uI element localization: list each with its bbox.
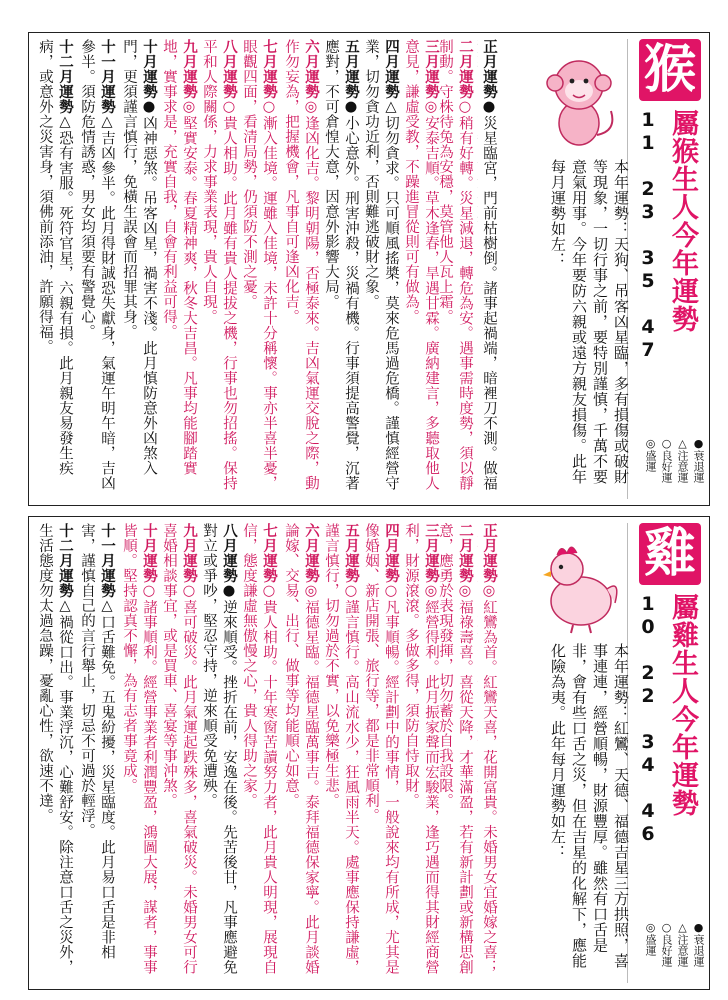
month-label: 五月運勢○: [343, 523, 359, 600]
month-label: 九月運勢○: [181, 523, 197, 600]
yearly-summary-rooster: 本年運勢：紅鸞、天德、福德吉星三方拱照，喜事連連，經營順暢，財源豐厚。雖然有口舌是非，會有些口舌之災，但在吉星的化解下，應能化險為夷。此年每月運勢如左：: [549, 643, 630, 969]
monkey-mascot-icon: [537, 47, 621, 151]
month-label: 十二月運勢△: [57, 39, 73, 131]
month-6-monkey: [279, 39, 321, 499]
month-11-monkey: [75, 39, 117, 499]
month-text: 恐有害服。死符官星，六親有損。此月親友易發生疾病，或意外之災害身，須佛前添油，許願得福。: [37, 39, 73, 476]
legend-item-caution: △注意運: [676, 921, 689, 967]
month-text: 稍有好轉。災星減退，轉危為安。遇事需時度勢，須以靜制動。守株待兔為安穩，莫管他人瓦上霜。: [437, 39, 473, 491]
month-text: 貴人相助。此月雖有貴人提拔之機，行事也勿招搖。保持平和人際關係，力求事業表現，貴人自現。: [201, 39, 237, 491]
month-text: 漸入佳境。運雖入佳境，未許十分稱懷。事亦半喜半憂，眼觀四面，看清局勢，仍須防不測之憂。: [241, 39, 277, 491]
month-text: 禍從口出。事業浮沉，心難舒安。除注意口舌之災外，生活態度勿太過急躁，憂亂心性，欲速不達。: [37, 523, 73, 975]
month-10-monkey: [117, 39, 159, 499]
month-label: 七月運勢○: [261, 39, 277, 116]
month-8-rooster: [197, 523, 239, 983]
month-label: 三月運勢◎: [423, 523, 439, 600]
month-3-monkey: [399, 39, 441, 499]
month-label: 六月運勢◎: [303, 39, 319, 116]
month-label: 十一月運勢△: [99, 39, 115, 131]
month-text: 喜可破災。此月氣運起跌殊多，喜氣破災。未婚男女可行喜婚相談事宜，或是買車、喜宴等事沖煞。: [161, 523, 197, 975]
month-text: 福德星臨。福德星臨萬事吉。泰拜福德保家寧。此月談婚論嫁、交易、出行、做事等均能順心如意。: [283, 523, 319, 975]
month-text: 堅實安泰。春夏精神爽，秋冬大吉昌。凡事均能腳踏實地，實事求是，充實自我，自會有利益可得。: [161, 39, 197, 476]
month-text: 凶神惡煞。吊客凶星，禍害不淺。此月慎防意外凶煞入門，更須謹言慎行，免橫生誤會而招罪其身。: [121, 39, 157, 476]
month-text: 口舌難免。五鬼紛擾，災星臨度。此月易口舌是非相害，謹慎自己的言行舉止，切忌不可過於輕浮。: [79, 523, 115, 960]
month-text: 經營得利。此月振家聲而宏駿業，逢巧遇而得其財經商營利，財源滾滾。多做多得，須防自恃取財。: [403, 523, 439, 975]
month-text: 凡事順暢。經計劃中的事情，一般說來均有所成，尤其是像婚姻、新店開張、旅行等，都是非常順利。: [363, 523, 399, 975]
month-label: 二月運勢◎: [457, 523, 473, 600]
month-7-monkey: [237, 39, 279, 499]
month-3-rooster: [399, 523, 441, 983]
rooster-panel: [28, 516, 710, 990]
month-label: 正月運勢◎: [481, 523, 497, 600]
month-text: 諸事順利。經營事業者利潤豐盈，鴻圖大展，謀者，事事皆順。堅持認真不懈，為有志者事竟成。: [121, 523, 157, 975]
legend-item-decline: ●衰退運: [692, 921, 705, 967]
legend-item-prosper: ◎盛運: [644, 437, 657, 472]
month-1-rooster: [477, 523, 499, 983]
month-label: 七月運勢○: [261, 523, 277, 600]
month-label: 三月運勢◎: [423, 39, 439, 116]
ages-list-rooster: 10 22 34 46: [637, 593, 659, 846]
month-label: 九月運勢◎: [181, 39, 197, 116]
month-label: 十二月運勢△: [57, 523, 73, 615]
month-label: 五月運勢●: [343, 39, 359, 116]
month-12-rooster: [33, 523, 75, 983]
month-label: 十一月運勢△: [99, 523, 115, 615]
month-text: 小心意外。刑害沖殺，災禍有機。行事須提高警覺，沉著應對，不可倉惶大意，因意外影響大局。: [323, 39, 359, 491]
month-8-monkey: [197, 39, 239, 499]
month-label: 六月運勢◎: [303, 523, 319, 600]
month-label: 八月運勢○: [221, 39, 237, 116]
month-6-rooster: [279, 523, 321, 983]
month-5-monkey: [319, 39, 361, 499]
month-text: 紅鸞為首。紅鸞天喜，花開富貴。未婚男女宜婚嫁之喜；: [481, 599, 497, 975]
month-1-monkey: [477, 39, 499, 499]
month-text: 切勿貪求。只可順風搖槳，莫來危馬過危橋。謹慎經營守業，切勿貪功近利，否則難逃破財之象。: [363, 39, 399, 491]
legend-item-caution: △注意運: [676, 437, 689, 483]
panel-title-monkey: 屬猴生人今年運勢: [667, 109, 698, 333]
month-9-monkey: [157, 39, 199, 499]
panel-title-rooster: 屬雞生人今年運勢: [667, 593, 698, 817]
month-text: 吉凶參半。此月得財誠恐失獻身，氣運午明午暗，吉凶參半。須防危情誘惑，男女均須要有警覺心。: [79, 39, 115, 491]
legend-item-good: ○良好運: [660, 921, 673, 967]
month-text: 貴人相助。十年寒窗苦讀努力者，此月貴人明現，展現自信，態度謙虛無傲慢之心，貴人得助之家。: [241, 523, 277, 975]
month-9-rooster: [157, 523, 199, 983]
zodiac-glyph-rooster: 雞: [639, 523, 701, 585]
month-label: 四月運勢△: [383, 39, 399, 116]
month-12-monkey: [33, 39, 75, 499]
ages-list-monkey: 11 23 35 47: [637, 109, 659, 362]
month-label: 十月運勢●: [141, 39, 157, 116]
month-text: 逢凶化吉。黎明朝陽，否極泰來。吉凶氣運交脫之際，動作勿妄為，把握機會，凡事自可逢凶化吉。: [283, 39, 319, 491]
monkey-panel: [28, 32, 710, 506]
month-4-rooster: [359, 523, 401, 983]
month-label: 正月運勢●: [481, 39, 497, 116]
legend-rooster: [635, 921, 705, 981]
month-5-rooster: [319, 523, 361, 983]
month-4-monkey: [359, 39, 401, 499]
month-text: 謹言慎行。高山流水少，狂風雨半天。處事應保持謙虛，謹言慎行，切勿過於不實，以免樂極生悲。: [323, 523, 359, 975]
rooster-mascot-icon: [537, 531, 621, 635]
month-label: 四月運勢○: [383, 523, 399, 600]
month-text: 災星臨宮，門前枯樹倒。諸事起禍端，暗裡刀不測。做福: [481, 115, 497, 491]
legend-monkey: [635, 437, 705, 497]
zodiac-glyph-monkey: 猴: [639, 39, 701, 101]
month-label: 十月運勢○: [141, 523, 157, 600]
month-text: 逆來順受。挫折在前，安逸在後。先苦後甘，凡事應避免對立或爭吵，堅忍守持，逆來順受免遭殃。: [201, 523, 237, 975]
month-11-rooster: [75, 523, 117, 983]
month-label: 八月運勢●: [221, 523, 237, 600]
yearly-summary-monkey: 本年運勢：天狗、吊客凶星臨，多有損傷或破財等現象，一切行事之前，要特別謹慎，千萬不要意氣用事。今年要防六親或遠方親友損傷。此年每月運勢如左：: [549, 159, 630, 485]
month-text: 福祿壽喜。喜從天降，才華滿盈，若有新計劃或新構思創意，應勇於表現發揮，切勿蓄於自我設限。: [437, 523, 473, 975]
legend-item-good: ○良好運: [660, 437, 673, 483]
month-label: 二月運勢○: [457, 39, 473, 116]
month-text: 安泰吉順。草木逢春，旱遇甘霖。廣納建言，多聽取他人意見，謙虛受教，不躁進冒從則可有做為。: [403, 39, 439, 491]
month-7-rooster: [237, 523, 279, 983]
month-10-rooster: [117, 523, 159, 983]
legend-item-prosper: ◎盛運: [644, 921, 657, 956]
legend-item-decline: ●衰退運: [692, 437, 705, 483]
